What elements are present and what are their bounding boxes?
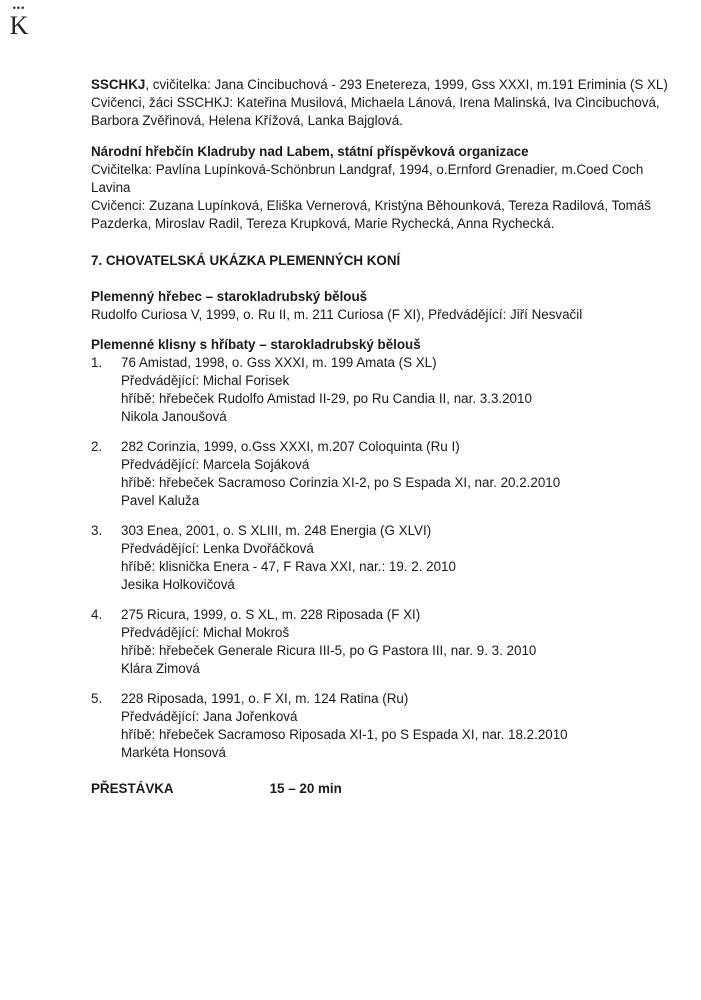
person-line: Nikola Janoušová xyxy=(121,409,227,424)
item-number: 4. xyxy=(91,607,103,622)
logo xyxy=(6,4,32,39)
ssch-instructor-text: , cvičitelka: Jana Cincibuchová - 293 Enetereza, 1999, Gss XXXI, m.191 Eriminia (S XL) xyxy=(145,77,668,92)
handler-line: Předvádějící: Michal Forisek xyxy=(121,373,290,388)
handler-line: Předvádějící: Michal Mokroš xyxy=(121,625,290,640)
handler-line: Předvádějící: Marcela Sojáková xyxy=(121,457,310,472)
person-line: Pavel Kaluža xyxy=(121,493,200,508)
foal-line: hříbě: hřebeček Sacramoso Corinzia XI-2, po S Espada XI, nar. 20.2.2010 xyxy=(121,475,561,490)
item-number: 1. xyxy=(91,355,103,370)
logo-letter: K xyxy=(9,11,29,40)
ssch-students: Cvičenci, žáci SSCHKJ: Kateřina Musilová, Michaela Lánová, Irena Malinská, Iva Cincibuchová, Barbora Zvěřinová, Helena Křížová, Lanka Bajglová. xyxy=(91,95,660,128)
stallion-line: Rudolfo Curiosa V, 1999, o. Ru II, m. 211 Curiosa (F XI), Předvádějící: Jiří Nesvačil xyxy=(91,307,583,322)
kladruby-students: Cvičenci: Zuzana Lupínková, Eliška Vernerová, Kristýna Běhounková, Tereza Radilová, Tomáš Pazderka, Miroslav Radil, Tereza Krupková, Marie Rychecká, Anna Rychecká. xyxy=(91,198,651,231)
foal-line: hříbě: klisnička Enera - 47, F Rava XXI, nar.: 19. 2. 2010 xyxy=(121,559,456,574)
person-line: Markéta Honsová xyxy=(121,745,226,760)
logo-dots: ••• xyxy=(12,3,26,13)
person-line: Jesika Holkovičová xyxy=(121,577,235,592)
list-item xyxy=(91,690,671,762)
document-page xyxy=(91,76,671,798)
mare-line: 303 Enea, 2001, o. S XLIII, m. 248 Energia (G XLVI) xyxy=(121,523,432,538)
mare-line: 228 Riposada, 1991, o. F XI, m. 124 Ratina (Ru) xyxy=(121,691,409,706)
item-number: 2. xyxy=(91,439,103,454)
item-number: 5. xyxy=(91,691,103,706)
ssch-instructor-line xyxy=(91,76,671,94)
pause-time: 15 – 20 min xyxy=(269,781,342,796)
person-line: Klára Zimová xyxy=(121,661,200,676)
kladruby-block xyxy=(91,143,671,233)
foal-line: hříbě: hřebeček Sacramoso Riposada XI-1, po S Espada XI, nar. 18.2.2010 xyxy=(121,727,568,742)
mare-line: 282 Corinzia, 1999, o.Gss XXXI, m.207 Coloquinta (Ru I) xyxy=(121,439,460,454)
mare-line: 275 Ricura, 1999, o. S XL, m. 228 Riposada (F XI) xyxy=(121,607,421,622)
ssch-org-name: SSCHKJ xyxy=(91,77,146,92)
list-item xyxy=(91,438,671,510)
stallion-heading: Plemenný hřebec – starokladrubský bělouš xyxy=(91,289,368,304)
list-item xyxy=(91,354,671,426)
section-title: 7. CHOVATELSKÁ UKÁZKA PLEMENNÝCH KONÍ xyxy=(91,253,401,268)
kladruby-heading: Národní hřebčín Kladruby nad Labem, státní příspěvková organizace xyxy=(91,144,529,159)
mares-heading: Plemenné klisny s hříbaty – starokladrubský bělouš xyxy=(91,337,421,352)
foal-line: hříbě: hřebeček Generale Ricura III-5, po G Pastora III, nar. 9. 3. 2010 xyxy=(121,643,537,658)
mares-list xyxy=(91,354,671,762)
item-number: 3. xyxy=(91,523,103,538)
stallion-block xyxy=(91,288,671,324)
foal-line: hříbě: hřebeček Rudolfo Amistad II-29, po Ru Candia II, nar. 3.3.2010 xyxy=(121,391,532,406)
ssch-block xyxy=(91,76,671,130)
mare-line: 76 Amistad, 1998, o. Gss XXXI, m. 199 Amata (S XL) xyxy=(121,355,437,370)
list-item xyxy=(91,522,671,594)
pause-label: PŘESTÁVKA xyxy=(91,781,174,796)
kladruby-instructor: Cvičitelka: Pavlína Lupínková-Schönbrun Landgraf, 1994, o.Ernford Grenadier, m.Coed Coch Lavina xyxy=(91,162,644,195)
pause-line xyxy=(91,780,671,798)
handler-line: Předvádějící: Jana Jořenková xyxy=(121,709,298,724)
handler-line: Předvádějící: Lenka Dvořáčková xyxy=(121,541,314,556)
list-item xyxy=(91,606,671,678)
